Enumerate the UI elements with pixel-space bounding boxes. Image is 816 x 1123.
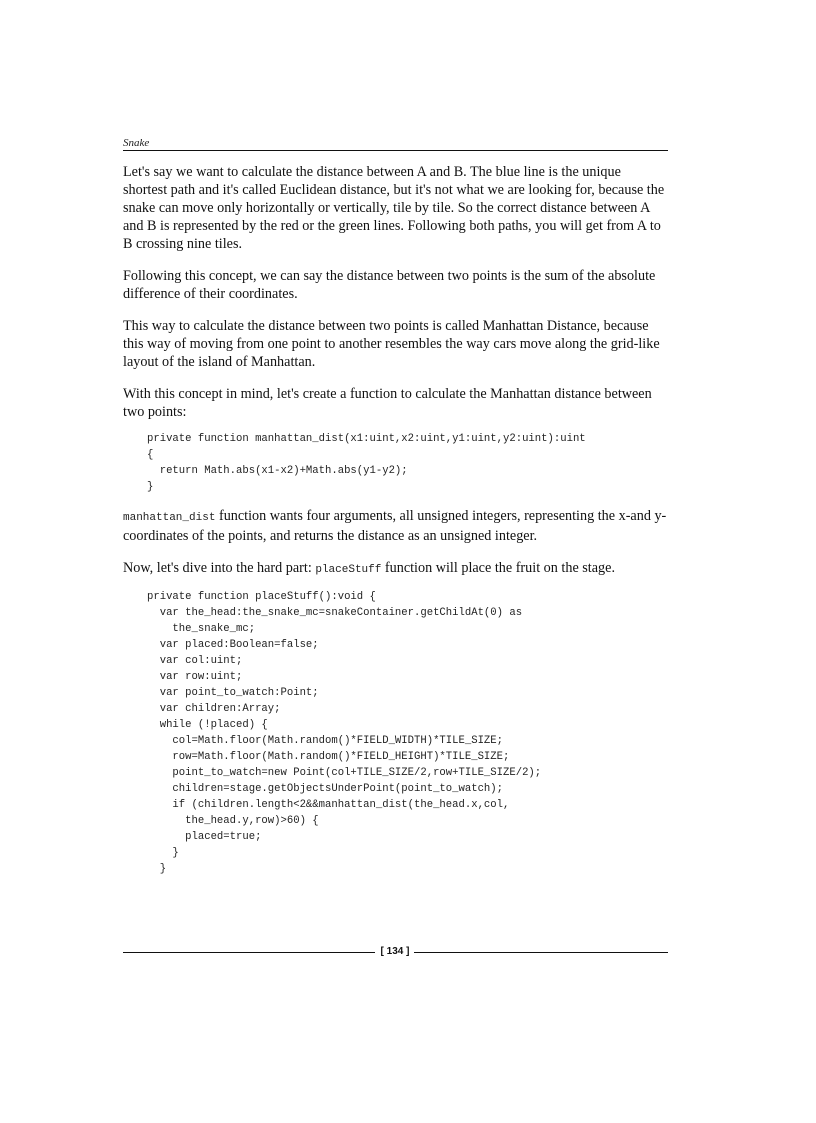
paragraph-placestuff-tail: function will place the fruit on the stage.	[381, 560, 615, 576]
header-rule	[123, 150, 668, 151]
paragraph-manhattan-args	[123, 507, 668, 545]
paragraph-euclidean: Let's say we want to calculate the distance between A and B. The blue line is the unique shortest path and it's called Euclidean distance, but it's not what we are looking for, because the snake can move only horizontally or vertically, tile by tile. So the correct distance between A and B is represented by the red or the green lines. Following both paths, you will get from A to B crossing nine tiles.	[123, 164, 665, 252]
page-number: [ 134 ]	[380, 946, 410, 957]
inline-code-manhattan-dist: manhattan_dist	[123, 512, 216, 524]
page-body	[123, 163, 668, 889]
code-block-manhattan-dist: private function manhattan_dist(x1:uint,x2:uint,y1:uint,y2:uint):uint { return Math.abs(x1-x2)+Math.abs(y1-y2); }	[147, 433, 586, 493]
inline-code-placestuff: placeStuff	[315, 564, 382, 576]
paragraph-function-intro: With this concept in mind, let's create a function to calculate the Manhattan distance between two points:	[123, 386, 652, 420]
footer-rule-right	[414, 952, 668, 953]
paragraph-manhattan-definition: This way to calculate the distance between two points is called Manhattan Distance, because this way of moving from one point to another resembles the way cars move along the grid-like layout of the island of Manhattan.	[123, 318, 660, 370]
paragraph-placestuff-intro	[123, 559, 668, 579]
running-head: Snake	[123, 137, 150, 149]
paragraph-placestuff-lead: Now, let's dive into the hard part:	[123, 560, 316, 576]
page-footer	[123, 945, 668, 959]
footer-rule-left	[123, 952, 375, 953]
code-block-placestuff: private function placeStuff():void { var the_head:the_snake_mc=snakeContainer.getChildAt(0) as the_snake_mc; var placed:Boolean=false; var col:uint; var row:uint; var point_to_watch:Point; var children:Array; while (!placed) { col=Math.floor(Math.random()*FIELD_WIDTH)*TILE_SIZE; row=Math.floor(Math.random()*FIELD_HEIGHT)*TILE_SIZE; point_to_watch=new Point(col+TILE_SIZE/2,row+TILE_SIZE/2); children=stage.getObjectsUnderPoint(point_to_watch); if (children.length<2&&manhattan_dist(the_head.x,col, the_head.y,row)>60) { placed=true; } }	[147, 591, 542, 875]
paragraph-manhattan-args-text: function wants four arguments, all unsigned integers, representing the x-and y-coordinates of the points, and returns the distance as an unsigned integer.	[123, 508, 667, 544]
paragraph-sum-of-differences: Following this concept, we can say the distance between two points is the sum of the absolute difference of their coordinates.	[123, 268, 656, 302]
